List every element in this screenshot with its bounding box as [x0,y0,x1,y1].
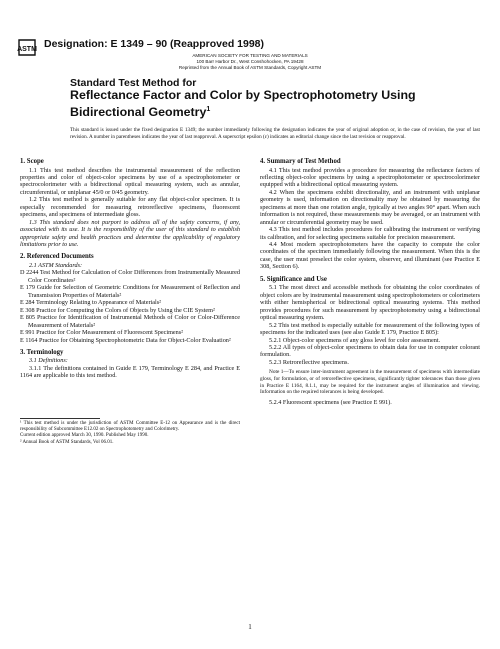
right-column [260,158,480,406]
publisher-info [0,53,500,71]
paragraph: 5.2.1 Object-color specimens of any gloss level for color assessment. [269,336,441,344]
reference-item: E 179 Guide for Selection of Geometric Conditions for Measurement of Reflection and Transmission Properties of Materials² [20,284,240,299]
paragraph: 4.3 This test method includes procedures for calibrating the instrument or verifying its calibration, and for selecting specimens suitable for precision measurement. [260,226,480,241]
footnote: Current edition approved March 30, 1990. Published May 1990. [20,433,149,439]
paragraph: 5.1 The most direct and accessible methods for obtaining the color coordinates of object colors are by instrumental measurement using spectrophotometers or colorimeters with either hemispherical or bidirectional optical measuring systems. This method provides procedures for such measurement by spectrophotometry using a bidirectional optical measuring system. [260,284,480,322]
reference-item: E 805 Practice for Identification of Instrumental Methods of Color or Color-Difference Measurement of Materials² [20,314,240,329]
paragraph: 4.2 When the specimens exhibit directionality, and an instrument with uniplanar geometry is used, information on directionality may be obtained by measuring the specimens at more than one rotation angle, typically at two angles 90° apart. When such information is not required, these measurements may be averaged, or an instrument with annular or circumferential geometry may be used. [260,188,480,226]
paragraph: 5.2.2 All types of object-color specimens to obtain data for use in computer colorant formulation. [260,343,480,359]
paragraph: 1.1 This test method describes the instrumental measurement of the reflection properties and color of object-color specimens by use of a spectrophotometer or spectrocolorimeter with a bidirectional optical measuring system, such as annular, circumferential, or uniplanar 45/0 or 0/45 geometry. [20,166,240,196]
title-line-2-text: Bidirectional Geometry [70,104,207,119]
paragraph: 1.2 This test method is generally suitable for any flat object-color specimen. It is especially recommended for measuring retroreflective specimens, fluorescent specimens, and specimens of intermediate gloss. [20,196,240,219]
section-heading: 5. Significance and Use [260,275,327,283]
footnote: ¹ This test method is under the jurisdiction of ASTM Committee E-12 on Appearance and is the direct responsibility of Subcommittee E12.02 on Spectrophotometry and Colorimetry. [20,420,240,433]
reference-item: E 991 Practice for Color Measurement of Fluorescent Specimens² [20,329,184,337]
reference-item: D 2244 Test Method for Calculation of Color Differences from Instrumentally Measured Color Coordinates² [20,269,240,284]
section-heading: 1. Scope [20,158,44,165]
page-number: 1 [248,623,252,631]
publisher-line: AMERICAN SOCIETY FOR TESTING AND MATERIALS [192,53,308,58]
section-heading: 2. Referenced Documents [20,253,94,261]
svg-text:ASTM: ASTM [17,46,37,53]
paragraph: 4.1 This test method provides a procedure for measuring the reflectance factors of reflecting object-color specimens by using a spectrophotometer or spectrocolorimeter equipped with a bidirectional optical measuring system. [260,166,480,189]
paragraph: 5.2.4 Fluorescent specimens (see Practice E 991). [269,398,392,406]
title-line-2 [70,103,416,120]
paragraph: 4.4 Most modern spectrophotometers have the capacity to compute the color coordinates of the specimen immediately following the measurement. When this is the case, the user must preselect the color system, observer, and illuminant (see Practice E 308, Section 6). [260,241,480,271]
title-line-1: Reflectance Factor and Color by Spectrophotometry Using [70,88,416,102]
subsection-heading: 3.1 Definitions: [29,357,68,365]
publisher-line: 100 Barr Harbor Dr., West Conshohocken, PA 19428 [196,59,304,64]
paragraph: 5.2.3 Retroreflective specimens. [269,358,349,366]
title-kind: Standard Test Method for [70,77,197,89]
reference-item: E 1164 Practice for Obtaining Spectrophotometric Data for Object-Color Evaluation² [20,336,231,344]
paragraph: 5.2 This test method is especially suitable for measurement of the following types of specimens for the indicated uses (see also Guide E 179, Practice E 805): [260,321,480,337]
reference-item: E 284 Terminology Relating to Appearance of Materials² [20,299,162,307]
title-footnote-mark: 1 [206,105,211,113]
section-heading: 3. Terminology [20,348,64,356]
document-title [70,77,416,119]
section-heading: 4. Summary of Test Method [260,158,341,165]
publisher-line: Reprinted from the Annual Book of ASTM Standards, Copyright ASTM [178,65,322,70]
left-column [20,158,240,446]
reference-item: E 308 Practice for Computing the Colors of Objects by Using the CIE System² [20,306,215,314]
paragraph: 1.3 This standard does not purport to address all of the safety concerns, if any, associated with its use. It is the responsibility of the user of this standard to establish appropriate safety and health practices and determine the applicability of regulatory limitations prior to use. [20,218,240,249]
footnote-divider [20,418,100,419]
note: Note 1—To ensure inter-instrument agreement in the measurement of specimens with intermediate gloss, for formulation, or of retroreflective specimens, significantly tighter tolerances than those given in Practice E 1164, 8.1.1, may be required for the instrument angles of illumination and viewing. Information on the required tolerances is being developed. [260,369,480,396]
standard-intro: This standard is issued under the fixed designation E 1349; the number immediately following the designation indicates the year of original adoption or, in the case of revision, the year of last revision. A number in parentheses indicates the year of last reapproval. A superscript epsilon (ε) indicates an editorial change since the last revision or reapproval. [70,127,480,140]
footnote: ² Annual Book of ASTM Standards, Vol 06.01. [20,439,114,445]
paragraph: 3.1.1 The definitions contained in Guide E 179, Terminology E 284, and Practice E 1164 are applicable to this test method. [20,364,240,380]
subsection-heading: 2.1 ASTM Standards: [29,261,83,269]
designation: Designation: E 1349 – 90 (Reapproved 1998) [44,38,265,50]
